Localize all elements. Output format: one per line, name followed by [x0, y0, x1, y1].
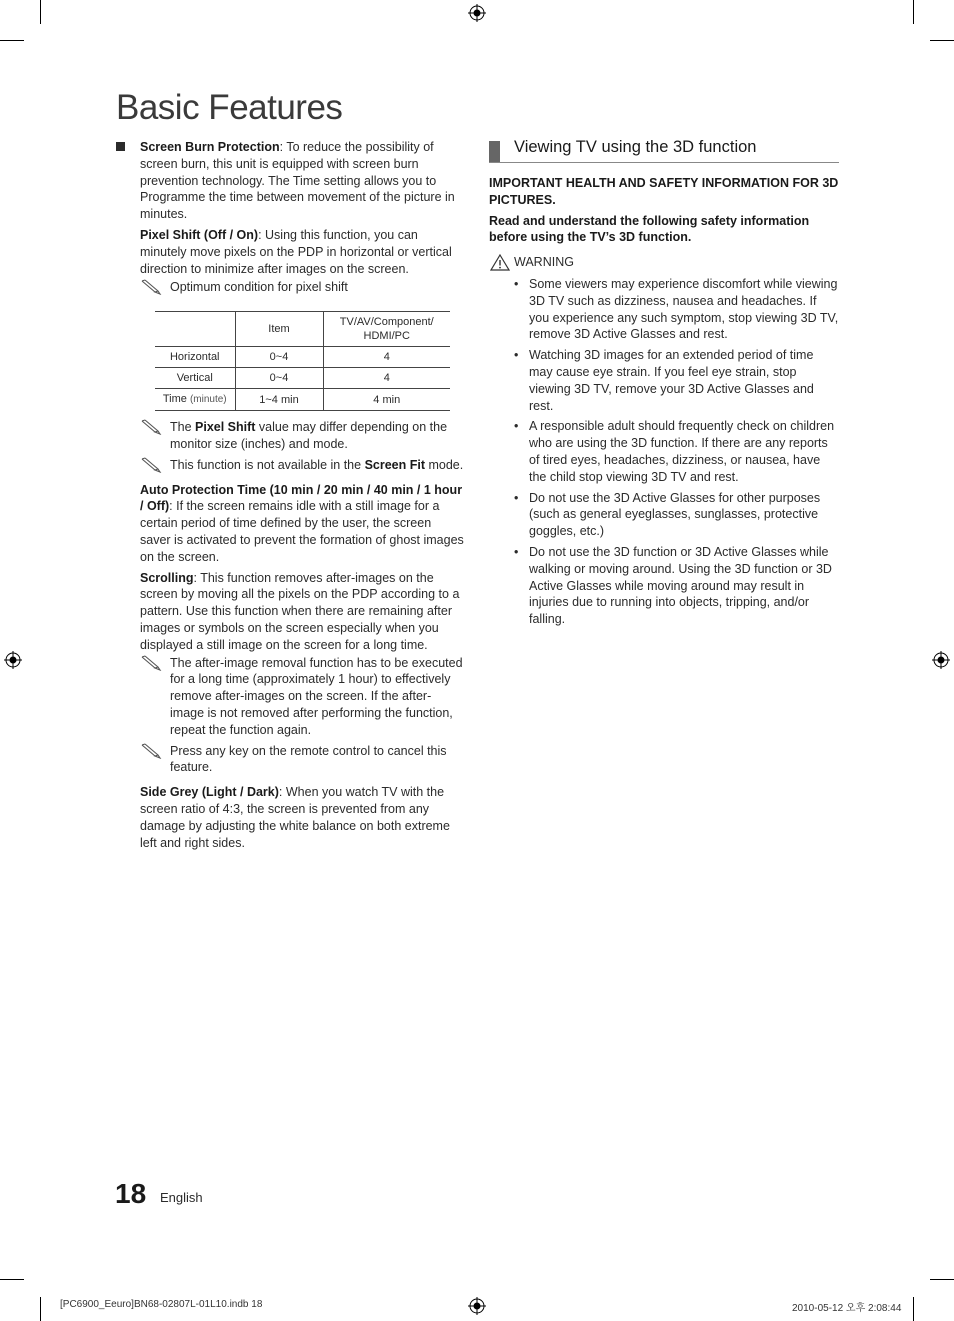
list-item: • Some viewers may experience discomfort while viewing 3D TV such as dizziness, nausea and headaches. If you experience any such symptom, stop viewing 3D TV, remove 3D Active Glasses and rest.: [514, 276, 839, 343]
section-title: Viewing TV using the 3D function: [514, 138, 757, 156]
left-column: [116, 139, 464, 855]
right-column: [489, 139, 839, 632]
page-language: English: [160, 1190, 203, 1205]
crop-mark: [913, 1297, 914, 1321]
screen-burn-text: : To reduce the possibility of screen burn, this unit is equipped with screen burn prevention technology. The Time setting allows you to Programme the time between movement of the picture in minutes.: [140, 140, 455, 222]
crop-mark: [0, 40, 24, 41]
note-after-image-text: The after-image removal function has to be executed for a long time (approximately 1 hour) to effectively remove after-images on the screen. If the after-image is not removed after performing the function, repeat the function again.: [170, 655, 463, 737]
screen-burn-label: Screen Burn Protection: [140, 140, 280, 154]
note-text: value may differ depending on the monitor size (inches) and mode.: [170, 420, 448, 451]
note-bold-text: Pixel Shift: [195, 420, 256, 435]
table-row-label-cell: [155, 389, 235, 411]
note-bold-text: Screen Fit: [364, 457, 425, 472]
note-text: The: [170, 420, 196, 435]
pencil-note-icon: [140, 457, 162, 473]
table-cell: 1~4 min: [235, 389, 323, 411]
note-text: mode.: [425, 457, 464, 472]
auto-protection-paragraph: [140, 482, 464, 566]
screen-burn-section: [116, 139, 464, 223]
pixel-shift-text: : Using this function, you can minutely move pixels on the PDP in horizontal or vertical direction to minimize after images on the screen.: [140, 227, 452, 276]
table-header-cell: Item: [235, 312, 323, 347]
side-grey-paragraph: [140, 784, 464, 851]
table-row-label: Vertical: [155, 368, 235, 389]
pixel-shift-paragraph: [140, 227, 464, 277]
note-screen-fit: [140, 457, 464, 474]
warning-list: [514, 276, 839, 628]
table-header-cell: TV/AV/Component/ HDMI/PC: [323, 312, 450, 347]
pencil-note-icon: [140, 743, 162, 759]
list-item: • Do not use the 3D function or 3D Active Glasses while walking or moving around. Using the 3D function or 3D Active Glasses while moving around may result in injuries due to running into objects, tripping, and/or falling.: [514, 544, 839, 628]
scrolling-label: Scrolling: [140, 570, 194, 585]
section-header: [489, 139, 839, 163]
note-optimum: [140, 279, 464, 296]
table-row-label: Time: [162, 393, 187, 406]
warning-header: [489, 254, 839, 271]
note-pixel-shift-value: [140, 419, 464, 453]
note-cancel: [140, 743, 464, 777]
list-item: • Do not use the 3D Active Glasses for other purposes (such as general eyeglasses, sunglasses, protective goggles, etc.): [514, 490, 839, 540]
page-number: 18: [115, 1178, 147, 1209]
registration-mark-icon: [932, 651, 950, 669]
table-cell: 4: [323, 347, 450, 368]
pencil-note-icon: [140, 655, 162, 671]
registration-mark-icon: [468, 4, 486, 22]
registration-mark-icon: [468, 1297, 486, 1315]
crop-mark: [40, 1297, 41, 1321]
square-bullet-icon: [116, 142, 125, 151]
section-bar-icon: [489, 141, 500, 162]
note-optimum-text: Optimum condition for pixel shift: [170, 280, 348, 295]
list-item: • A responsible adult should frequently check on children who are using the 3D function. If there are any reports of tired eyes, headaches, dizziness, or nausea, have the child stop viewing 3D TV and rest.: [514, 418, 839, 485]
note-cancel-text: Press any key on the remote control to cancel this feature.: [170, 743, 447, 775]
note-after-image: [140, 655, 464, 739]
screen-burn-paragraph: [140, 139, 464, 223]
table-cell: 4: [323, 368, 450, 389]
table-row-unit: (minute): [189, 394, 227, 406]
auto-protection-text: : If the screen remains idle with a still image for a certain period of time defined by the user, the screen saver is activated to prevent the formation of ghost images on the screen.: [140, 499, 464, 564]
pencil-note-icon: [140, 279, 162, 295]
read-instruction: Read and understand the following safety information before using the TV’s 3D function.: [489, 213, 810, 245]
table-cell: 0~4: [235, 347, 323, 368]
crop-mark: [0, 1279, 24, 1280]
table-row: [155, 368, 450, 389]
warning-triangle-icon: [490, 254, 510, 271]
list-item: • Watching 3D images for an extended period of time may cause eye strain. If you feel eye strain, stop viewing 3D TV, remove your 3D Active Glasses and rest.: [514, 347, 839, 414]
side-grey-label: Side Grey (Light / Dark): [140, 785, 279, 800]
note-text: This function is not available in the: [170, 457, 365, 472]
crop-mark: [930, 40, 954, 41]
warning-label: WARNING: [514, 255, 574, 270]
table-row: [155, 389, 450, 411]
crop-mark: [930, 1279, 954, 1280]
side-grey-text: : When you watch TV with the screen ratio of 4:3, the screen is prevented from any damage by adjusting the white balance on both extreme left and right sides.: [140, 785, 450, 850]
table-row-label: Horizontal: [155, 347, 235, 368]
auto-protection-label: Auto Protection Time (10 min / 20 min / 40 min / 1 hour / Off): [140, 482, 463, 514]
table-row: [155, 347, 450, 368]
scrolling-paragraph: [140, 570, 464, 654]
pixel-shift-label: Pixel Shift (Off / On): [140, 227, 259, 242]
table-header-cell: [155, 312, 235, 347]
table-cell: 4 min: [323, 389, 450, 411]
print-slug-file: [PC6900_Eeuro]BN68-02807L-01L10.indb 18: [60, 1299, 263, 1310]
page-title: Basic Features: [116, 88, 343, 127]
crop-mark: [913, 0, 914, 24]
crop-mark: [40, 0, 41, 24]
print-slug-date: 2010-05-12 오후 2:08:44: [792, 1303, 902, 1314]
scrolling-text: : This function removes after-images on the screen by moving all the pixels on the PDP according to a pattern. Use this function when there are remaining after images or symbols on the screen especially when you displayed a still image on the screen for a long time.: [140, 570, 460, 652]
table-cell: 0~4: [235, 368, 323, 389]
important-heading: IMPORTANT HEALTH AND SAFETY INFORMATION FOR 3D PICTURES.: [489, 176, 839, 207]
pencil-note-icon: [140, 419, 162, 435]
pixel-shift-table: [155, 311, 450, 411]
registration-mark-icon: [4, 651, 22, 669]
